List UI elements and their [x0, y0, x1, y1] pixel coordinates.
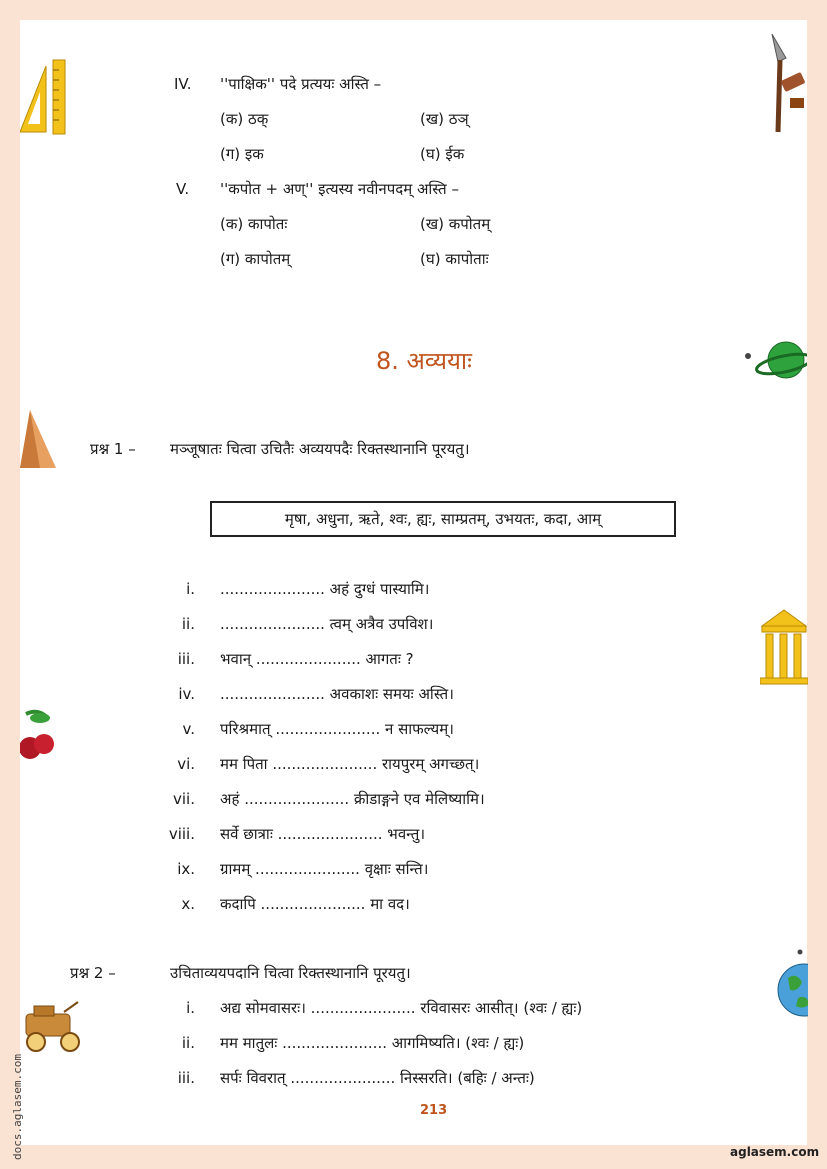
p2-item-text: सर्पः विवरात् ...................... निस्सरति। (बहिः / अन्तः) [220, 1069, 535, 1087]
spear-axe-icon [764, 32, 810, 137]
q5-option-b: (ख) कपोतम् [420, 215, 491, 233]
page-number: 213 [420, 1103, 448, 1118]
p1-item-num: x. [181, 895, 195, 913]
prashna2-instruction: उचिताव्ययपदानि चित्वा रिक्तस्थानानि पूरयतु। [170, 964, 411, 982]
p1-item-num: ii. [181, 615, 195, 633]
p2-item-text: अद्य सोमवासरः। ...................... रविवासरः आसीत्। (श्वः / ह्यः) [220, 999, 583, 1017]
p1-item-num: vii. [173, 790, 195, 808]
cherries-icon [20, 708, 58, 770]
q4-option-c: (ग) इक [220, 145, 264, 163]
p1-item-text: मम पिता ...................... रायपुरम् अगच्छत्। [220, 755, 480, 773]
p1-item-text: ग्रामम् ...................... वृक्षाः सन्ति। [220, 860, 429, 878]
p1-item-num: viii. [168, 825, 195, 843]
p1-item-num: vi. [177, 755, 195, 773]
q5-number: V. [176, 180, 190, 198]
planet-icon [742, 336, 807, 386]
globe-icon [776, 948, 808, 1020]
ruler-set-icon [20, 58, 68, 136]
p1-item-text: ...................... अहं दुग्धं पास्यामि। [220, 580, 430, 598]
p1-item-num: v. [182, 720, 195, 738]
q5-option-d: (घ) कापोताः [420, 250, 489, 268]
p1-item-text: अहं ...................... क्रीडाङ्गने एव मेलिष्यामि। [220, 790, 485, 808]
chapter-heading: 8. अव्ययाः [376, 347, 472, 375]
temple-pillars-icon [760, 608, 808, 686]
prashna2-label: प्रश्न 2 – [70, 964, 116, 982]
p1-item-num: ix. [177, 860, 195, 878]
side-watermark: docs.aglasem.com [11, 1054, 24, 1160]
p1-item-text: कदापि ...................... मा वद। [220, 895, 410, 913]
p1-item-text: भवान् ...................... आगतः ? [220, 650, 414, 668]
prashna1-label: प्रश्न 1 – [90, 440, 136, 458]
pyramid-icon [20, 410, 58, 470]
p1-item-num: i. [186, 580, 195, 598]
q4-question: ''पाक्षिक'' पदे प्रत्ययः अस्ति – [220, 75, 382, 93]
q5-option-a: (क) कापोतः [220, 215, 288, 233]
p1-item-num: iii. [177, 650, 195, 668]
q5-question: ''कपोत + अण्'' इत्यस्य नवीनपदम् अस्ति – [220, 180, 459, 198]
q4-option-b: (ख) ठञ् [420, 110, 469, 128]
q4-option-d: (घ) ईक [420, 145, 465, 163]
p2-item-num: i. [186, 999, 195, 1017]
old-car-icon [20, 1000, 84, 1058]
p1-item-text: परिश्रमात् ...................... न साफल्यम्। [220, 720, 454, 738]
p1-item-text: ...................... त्वम् अत्रैव उपविश। [220, 615, 434, 633]
q4-option-a: (क) ठक् [220, 110, 269, 128]
prashna1-instruction: मञ्जूषातः चित्वा उचितैः अव्ययपदैः रिक्तस्थानानि पूरयतु। [170, 440, 470, 458]
p2-item-text: मम मातुलः ...................... आगमिष्यति। (श्वः / ह्यः) [220, 1034, 525, 1052]
p1-item-text: ...................... अवकाशः समयः अस्ति। [220, 685, 454, 703]
q4-number: IV. [174, 75, 192, 93]
p2-item-num: iii. [177, 1069, 195, 1087]
footer-site[interactable]: aglasem.com [730, 1145, 820, 1159]
p2-item-num: ii. [181, 1034, 195, 1052]
q5-option-c: (ग) कापोतम् [220, 250, 291, 268]
word-box: मृषा, अधुना, ऋते, श्वः, ह्यः, साम्प्रतम्, उभयतः, कदा, आम् [210, 501, 676, 537]
p1-item-num: iv. [178, 685, 195, 703]
p1-item-text: सर्वे छात्राः ...................... भवन्तु। [220, 825, 426, 843]
